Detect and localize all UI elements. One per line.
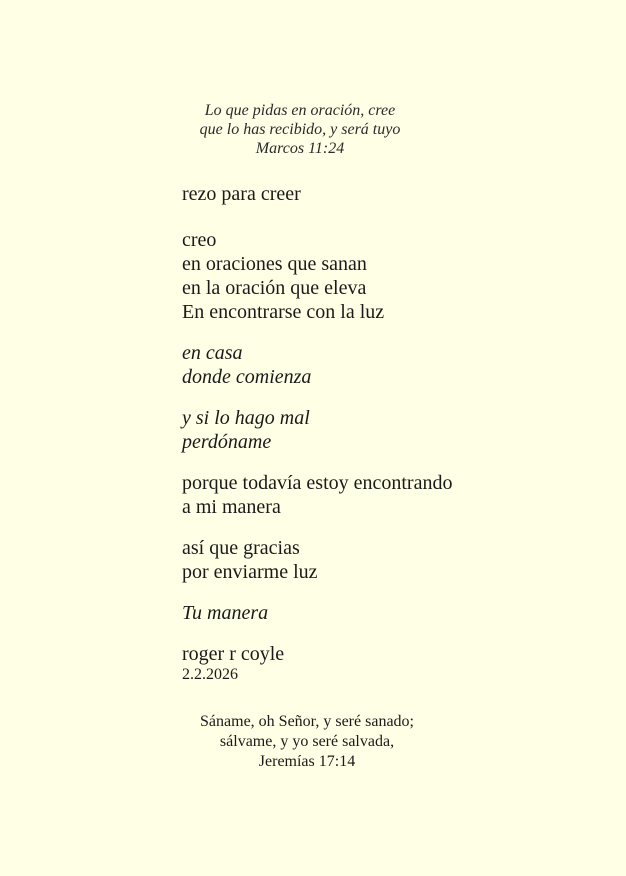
poem-line: así que gracias: [182, 537, 300, 559]
stanza: [182, 536, 452, 584]
closing-line: sálvame, y yo seré salvada,: [219, 733, 395, 750]
poem-title: rezo para creer: [182, 183, 301, 205]
poem-body: [182, 182, 452, 684]
closing-line: Sáname, oh Señor, y seré sanado;: [200, 713, 414, 730]
poem-line: donde comienza: [182, 366, 312, 388]
poem-line: a mi manera: [182, 496, 281, 518]
stanza: [182, 406, 452, 454]
poem-line: porque todavía estoy encontrando: [182, 472, 453, 494]
poem-line: por enviarme luz: [182, 561, 318, 583]
author-name: roger r coyle: [182, 643, 285, 665]
poem-line: en la oración que eleva: [182, 277, 367, 299]
poem-line: en oraciones que sanan: [182, 253, 367, 275]
closing-verse: [182, 712, 432, 772]
poem-line: En encontrarse con la luz: [182, 301, 385, 323]
poem-line: y si lo hago mal: [182, 407, 310, 429]
stanza: [182, 601, 452, 625]
poem-line: perdóname: [182, 431, 272, 453]
epigraph: [180, 101, 420, 158]
poem-line: en casa: [182, 342, 243, 364]
stanza: [182, 341, 452, 389]
stanza: [182, 228, 452, 324]
epigraph-line: Lo que pidas en oración, cree: [204, 102, 396, 119]
closing-citation: Jeremías 17:14: [258, 753, 356, 770]
stanza: [182, 471, 452, 519]
poem-line: Tu manera: [182, 602, 269, 624]
epigraph-citation: Marcos 11:24: [255, 140, 345, 157]
signature: [182, 642, 452, 684]
poem-line: creo: [182, 229, 217, 251]
poem-date: 2.2.2026: [182, 666, 238, 683]
epigraph-line: que lo has recibido, y será tuyo: [199, 121, 401, 138]
